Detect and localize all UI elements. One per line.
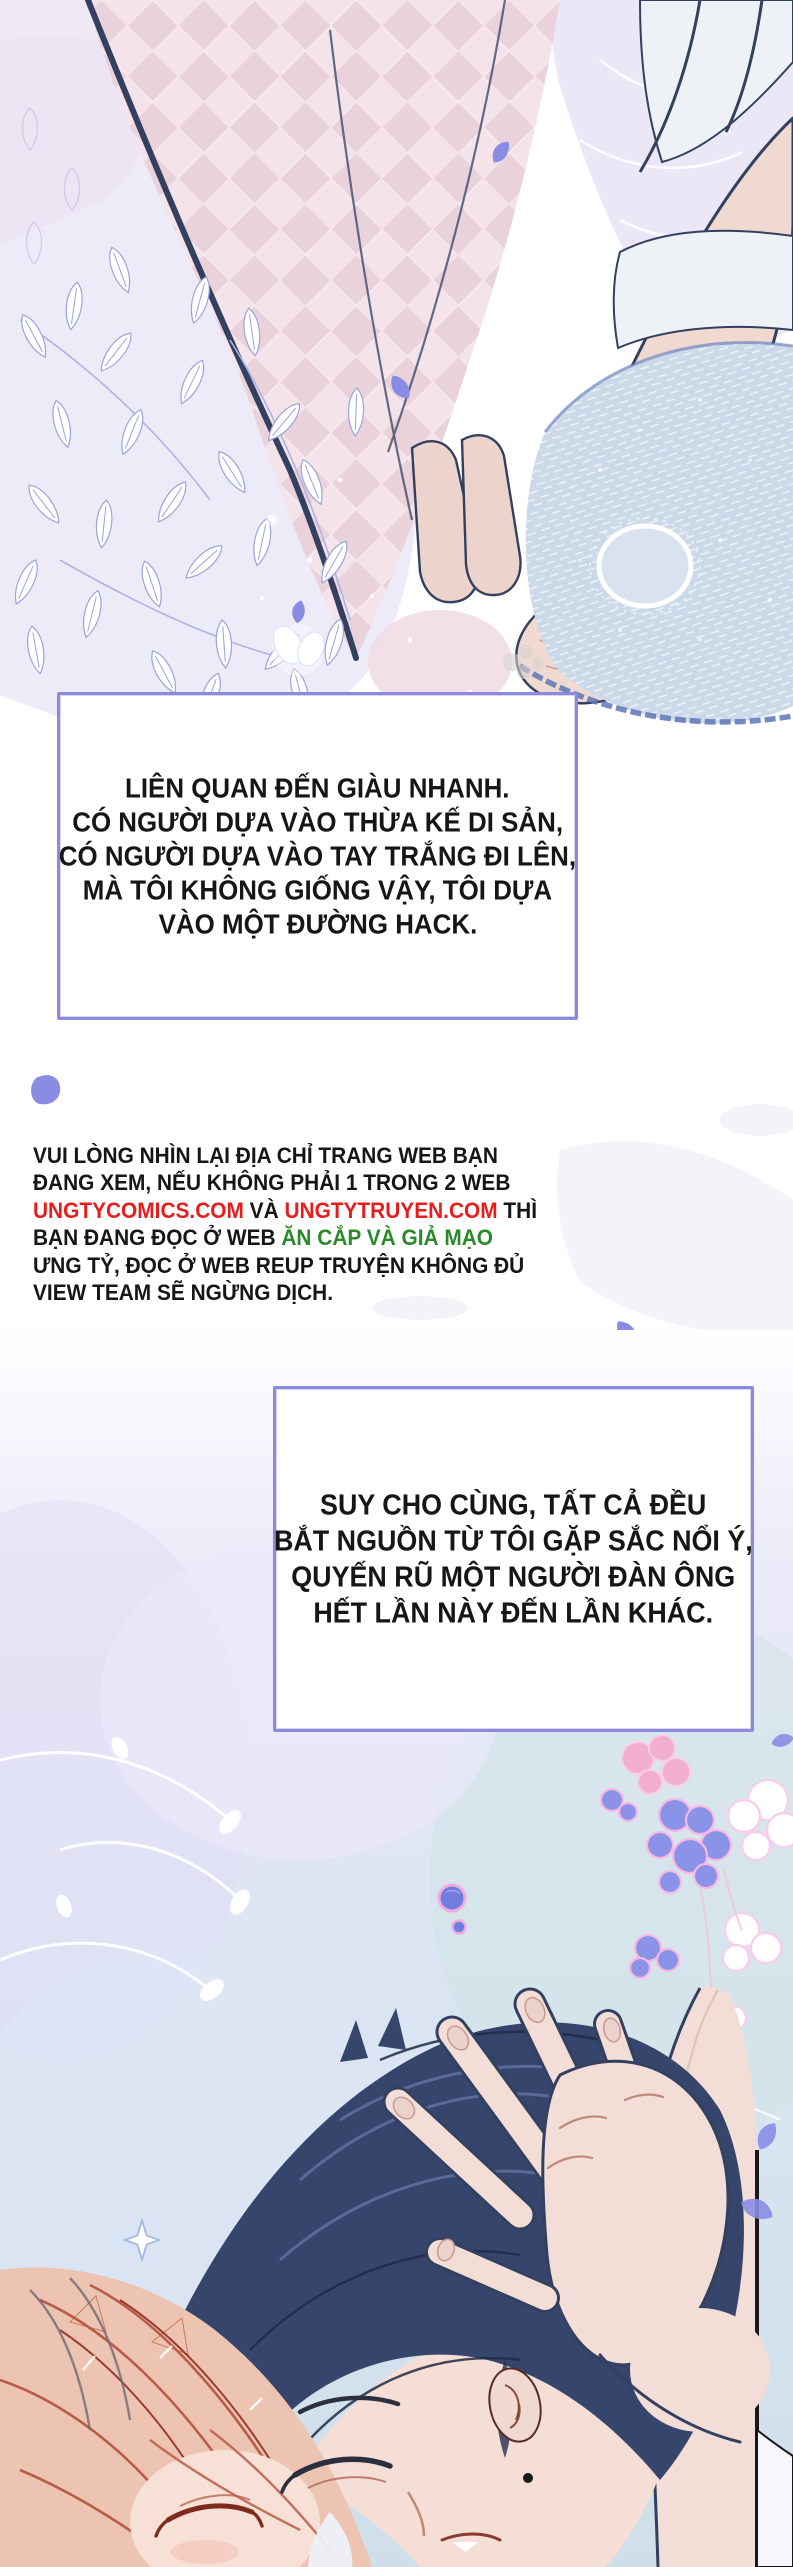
site-url: UNGTYCOMICS.COM — [33, 1198, 244, 1224]
petal-icon — [31, 1075, 60, 1104]
translator-note — [33, 1143, 553, 1307]
note-line: UNGTYCOMICS.COM VÀ UNGTYTRUYEN.COM THÌ — [33, 1198, 538, 1224]
earring-icon — [523, 2473, 533, 2483]
note-line: ĐANG XEM, NẾU KHÔNG PHẢI 1 TRONG 2 WEB — [33, 1171, 511, 1196]
bubble-line: SUY CHO CÙNG, TẤT CẢ ĐỀU — [320, 1488, 707, 1521]
bubble-line: CÓ NGƯỜI DỰA VÀO TAY TRẮNG ĐI LÊN, — [58, 840, 577, 872]
note-line: ƯNG TỶ, ĐỌC Ở WEB REUP TRUYỆN KHÔNG ĐỦ — [33, 1253, 525, 1278]
cloth-mound — [503, 231, 793, 724]
wrist — [630, 2308, 770, 2432]
warning-text: ĂN CẮP VÀ GIẢ MẠO — [281, 1225, 494, 1251]
note-line: BẠN ĐANG ĐỌC Ở WEB ĂN CẮP VÀ GIẢ MẠO — [33, 1225, 494, 1251]
speech-bubble-1 — [57, 692, 578, 1020]
bubble-line: MÀ TÔI KHÔNG GIỐNG VẬY, TÔI DỰA — [82, 874, 553, 906]
bubble-line: VÀO MỘT ĐƯỜNG HACK. — [158, 908, 477, 940]
top-illustration — [0, 0, 793, 745]
speech-bubble-2 — [273, 1386, 754, 1732]
bubble-line: QUYẾN RŨ MỘT NGƯỜI ĐÀN ÔNG — [291, 1560, 736, 1593]
note-line: VUI LÒNG NHÌN LẠI ĐỊA CHỈ TRANG WEB BẠN — [33, 1143, 498, 1169]
bubble-line: LIÊN QUAN ĐẾN GIÀU NHANH. — [125, 772, 510, 804]
site-url: UNGTYTRUYEN.COM — [284, 1198, 498, 1224]
bubble-line: BẮT NGUỒN TỪ TÔI GẶP SẮC NỔI Ý, — [274, 1524, 753, 1557]
note-line: VIEW TEAM SẼ NGỪNG DỊCH. — [33, 1280, 334, 1306]
bubble-line: CÓ NGƯỜI DỰA VÀO THỪA KẾ DI SẢN, — [72, 806, 563, 838]
lavender-silhouette — [557, 1141, 793, 1334]
bubble-line: HẾT LẦN NÀY ĐẾN LẦN KHÁC. — [313, 1596, 714, 1629]
